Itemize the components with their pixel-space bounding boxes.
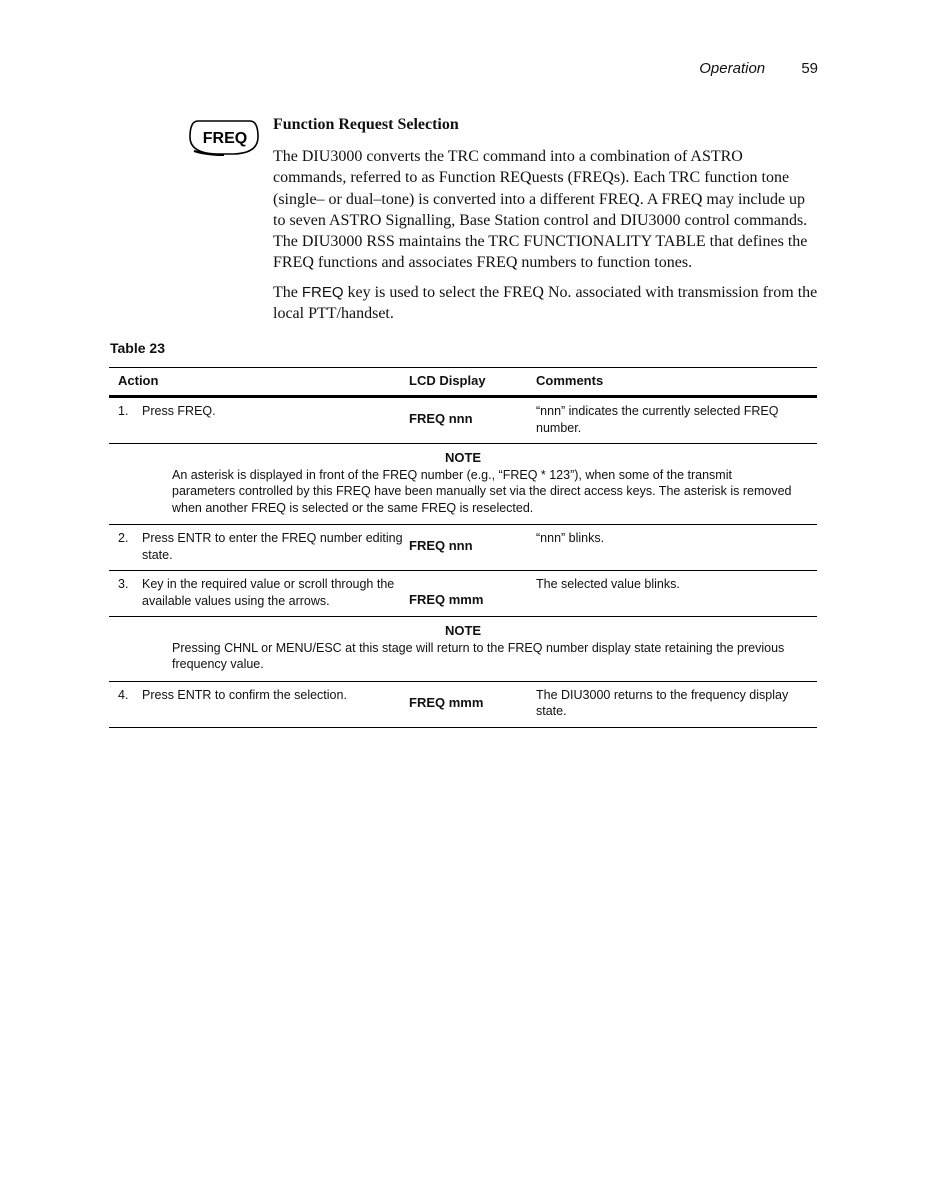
freq-key-icon [188,118,260,156]
lcd-display: FREQ mmm [409,694,484,710]
note-text: Pressing CHNL or MENU/ESC at this stage will return to the FREQ number display state retaining the previous frequency value. [172,640,785,671]
paragraph-2-end: key is used to select the FREQ No. associated with transmission from the local PTT/handset. [273,283,818,323]
table-row [109,681,817,728]
step-number: 2. [118,531,129,545]
step-number: 1. [118,404,129,418]
step-action: Press FREQ. [142,404,216,418]
step-comment: “nnn” indicates the currently selected FREQ number. [536,404,779,435]
paragraph-1: The DIU3000 converts the TRC command into a combination of ASTRO commands, referred to as Function REQuests (FREQs). Each TRC function tone (single– or dual–tone) is converted into a different FREQ. A FREQ may include up to seven ASTRO Signalling, Base Station control and DIU3000 control commands. The DIU3000 RSS maintains the TRC FUNCTIONALITY TABLE that defines the FREQ functions and associates FREQ numbers to function tones. [273,148,808,272]
procedure-table [109,367,817,728]
table-row [109,524,817,570]
lcd-display: FREQ nnn [409,538,473,553]
step-number: 3. [118,577,129,591]
table-header-row [109,368,817,395]
step-comment: The DIU3000 returns to the frequency display state. [536,687,789,718]
header-lcd-display: LCD Display [409,373,486,389]
note-block [109,616,817,681]
running-header [699,60,818,77]
step-action: Press ENTR to confirm the selection. [142,687,347,702]
table-row [109,398,817,443]
lcd-display: FREQ mmm [409,592,484,607]
section-name: Operation [699,60,766,77]
header-comments: Comments [536,373,604,389]
step-action: Key in the required value or scroll through the available values using the arrows. [142,577,395,608]
lcd-display: FREQ nnn [409,411,473,426]
freq-key-name: FREQ [301,283,344,301]
page-number: 59 [801,60,818,77]
step-action: Press ENTR to enter the FREQ number editing state. [142,531,403,562]
step-number: 4. [118,687,129,702]
note-title: NOTE [444,623,482,638]
paragraph-2-start: The [273,283,298,301]
paragraph-2 [273,282,818,325]
freq-key-label: FREQ [202,130,248,147]
table-caption: Table 23 [110,340,165,356]
section-title: Function Request Selection [273,116,459,133]
table-row [109,570,817,616]
header-action: Action [118,373,159,389]
section [273,115,818,332]
note-text: An asterisk is displayed in front of the FREQ number (e.g., “FREQ * 123”), when some of the transmit parameters controlled by this FREQ have been manually set via the direct access keys. The asterisk is removed when another FREQ is selected or the same FREQ is reselected. [172,467,792,515]
step-comment: The selected value blinks. [536,577,680,591]
step-comment: “nnn” blinks. [536,531,605,545]
note-block [109,443,817,524]
note-title: NOTE [444,450,482,465]
